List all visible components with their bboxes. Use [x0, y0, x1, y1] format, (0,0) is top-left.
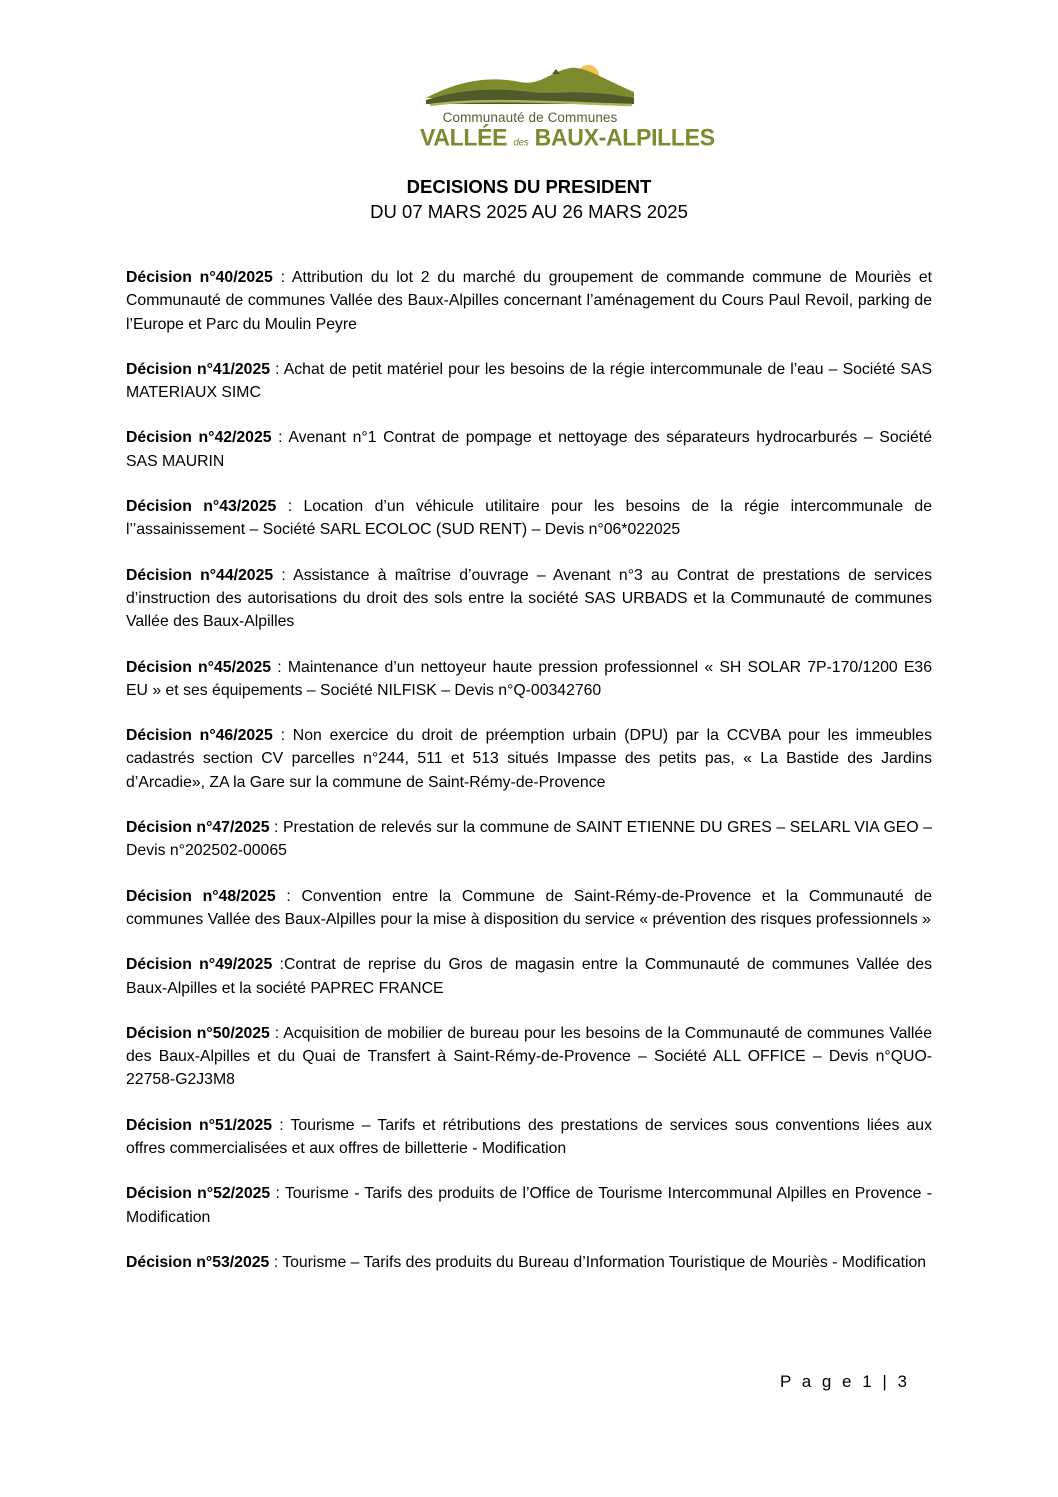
decision-item — [126, 564, 932, 634]
decision-number: Décision n°47/2025 — [126, 819, 270, 837]
decision-number: Décision n°53/2025 — [126, 1253, 270, 1271]
decision-number: Décision n°48/2025 — [126, 887, 276, 905]
decision-text: : Prestation de relevés sur la commune de SAINT ETIENNE DU GRES – SELARL VIA GEO – Devis n°202502-00065 — [126, 819, 932, 860]
decision-number: Décision n°40/2025 — [126, 269, 273, 286]
decision-item — [126, 358, 932, 405]
decision-text: : Non exercice du droit de préemption urbain (DPU) par la CCVBA pour les immeubles cadastrés section CV parcelles n°244, 511 et 513 situés Impasse des petits pas, « La Bastide des Jardins d’Arcadie», ZA la Gare sur la commune de Saint-Rémy-de-Provence — [126, 727, 932, 791]
decision-item — [126, 426, 932, 473]
decision-number: Décision n°43/2025 — [126, 498, 277, 516]
page-number: P a g e 1 | 3 — [779, 1372, 910, 1391]
decision-text: : Attribution du lot 2 du marché du groupement de commande commune de Mouriès et Communauté de communes Vallée des Baux-Alpilles concernant l’aménagement du Cours Paul Revoil, parking de l’Europe et Parc du Moulin Peyre — [126, 269, 932, 333]
decision-item — [126, 1251, 932, 1274]
decision-number: Décision n°50/2025 — [126, 1024, 270, 1042]
logo-text-vallee: VALLÉE — [420, 123, 508, 151]
decision-number: Décision n°45/2025 — [126, 658, 272, 676]
decision-text: : Tourisme – Tarifs des produits du Bureau d’Information Touristique de Mouriès - Modification — [269, 1253, 927, 1271]
decision-text: : Tourisme – Tarifs et rétributions des prestations de services sous conventions liées aux offres commercialisées et aux offres de billetterie - Modification — [126, 1116, 932, 1158]
decision-item — [126, 953, 932, 1000]
decision-text: : Assistance à maîtrise d’ouvrage – Avenant n°3 au Contrat de prestations de services d’instruction des autorisations du droit des sols entre la société SAS URBADS et la Communauté de communes Vallée des Baux-Alpilles — [126, 566, 932, 631]
decision-number: Décision n°46/2025 — [126, 727, 273, 745]
decision-item — [126, 656, 932, 703]
decision-text: : Acquisition de mobilier de bureau pour les besoins de la Communauté de communes Vallée des Baux-Alpilles et du Quai de Transfert à Saint-Rémy-de-Provence – Société ALL OFFICE – Devis n°QUO-22758-G2J3M8 — [126, 1024, 932, 1089]
decision-text: : Convention entre la Commune de Saint-Rémy-de-Provence et la Communauté de communes Vallée des Baux-Alpilles pour la mise à disposition du service « prévention des risques professionnels » — [126, 887, 932, 928]
decision-number: Décision n°51/2025 — [126, 1116, 273, 1134]
decision-item — [126, 724, 932, 794]
logo-text-des: des — [513, 136, 529, 149]
mountains-sun-icon — [420, 58, 640, 114]
decision-item — [126, 1022, 932, 1092]
decision-number: Décision n°44/2025 — [126, 566, 274, 584]
decision-text: : Tourisme - Tarifs des produits de l’Office de Tourisme Intercommunal Alpilles en Provence - Modification — [126, 1185, 932, 1226]
decision-item — [126, 1182, 932, 1229]
document-subtitle: DU 07 MARS 2025 AU 26 MARS 2025 — [370, 201, 688, 222]
decision-number: Décision n°49/2025 — [126, 956, 273, 974]
decision-item — [126, 495, 932, 542]
decision-number: Décision n°41/2025 — [126, 360, 271, 378]
decision-text: : Maintenance d’un nettoyeur haute pression professionnel « SH SOLAR 7P-170/1200 E36 EU » et ses équipements – Société NILFISK – Devis n°Q-00342760 — [126, 658, 932, 699]
decision-item — [126, 885, 932, 932]
document-title: DECISIONS DU PRESIDENT — [406, 176, 652, 197]
decision-item — [126, 816, 932, 863]
decisions-list — [126, 266, 932, 1296]
decision-text: : Achat de petit matériel pour les besoins de la régie intercommunale de l’eau – Société SAS MATERIAUX SIMC — [126, 360, 932, 402]
decision-text: : Location d’un véhicule utilitaire pour les besoins de la régie intercommunale de l’’assainissement – Société SARL ECOLOC (SUD RENT) – Devis n°06*022025 — [126, 498, 932, 539]
logo-text-name — [420, 123, 715, 151]
decision-number: Décision n°52/2025 — [126, 1185, 271, 1203]
decision-text: :Contrat de reprise du Gros de magasin entre la Communauté de communes Vallée des Baux-Alpilles et la société PAPREC FRANCE — [126, 956, 932, 997]
decision-number: Décision n°42/2025 — [126, 429, 272, 447]
organization-logo — [420, 58, 715, 156]
decision-text: : Avenant n°1 Contrat de pompage et nettoyage des séparateurs hydrocarburés – Société SAS MAURIN — [126, 429, 932, 470]
decision-item — [126, 266, 932, 336]
decision-item — [126, 1114, 932, 1161]
logo-text-baux-alpilles: BAUX-ALPILLES — [534, 123, 715, 151]
logo-text-community: Communauté de Communes — [442, 110, 618, 125]
